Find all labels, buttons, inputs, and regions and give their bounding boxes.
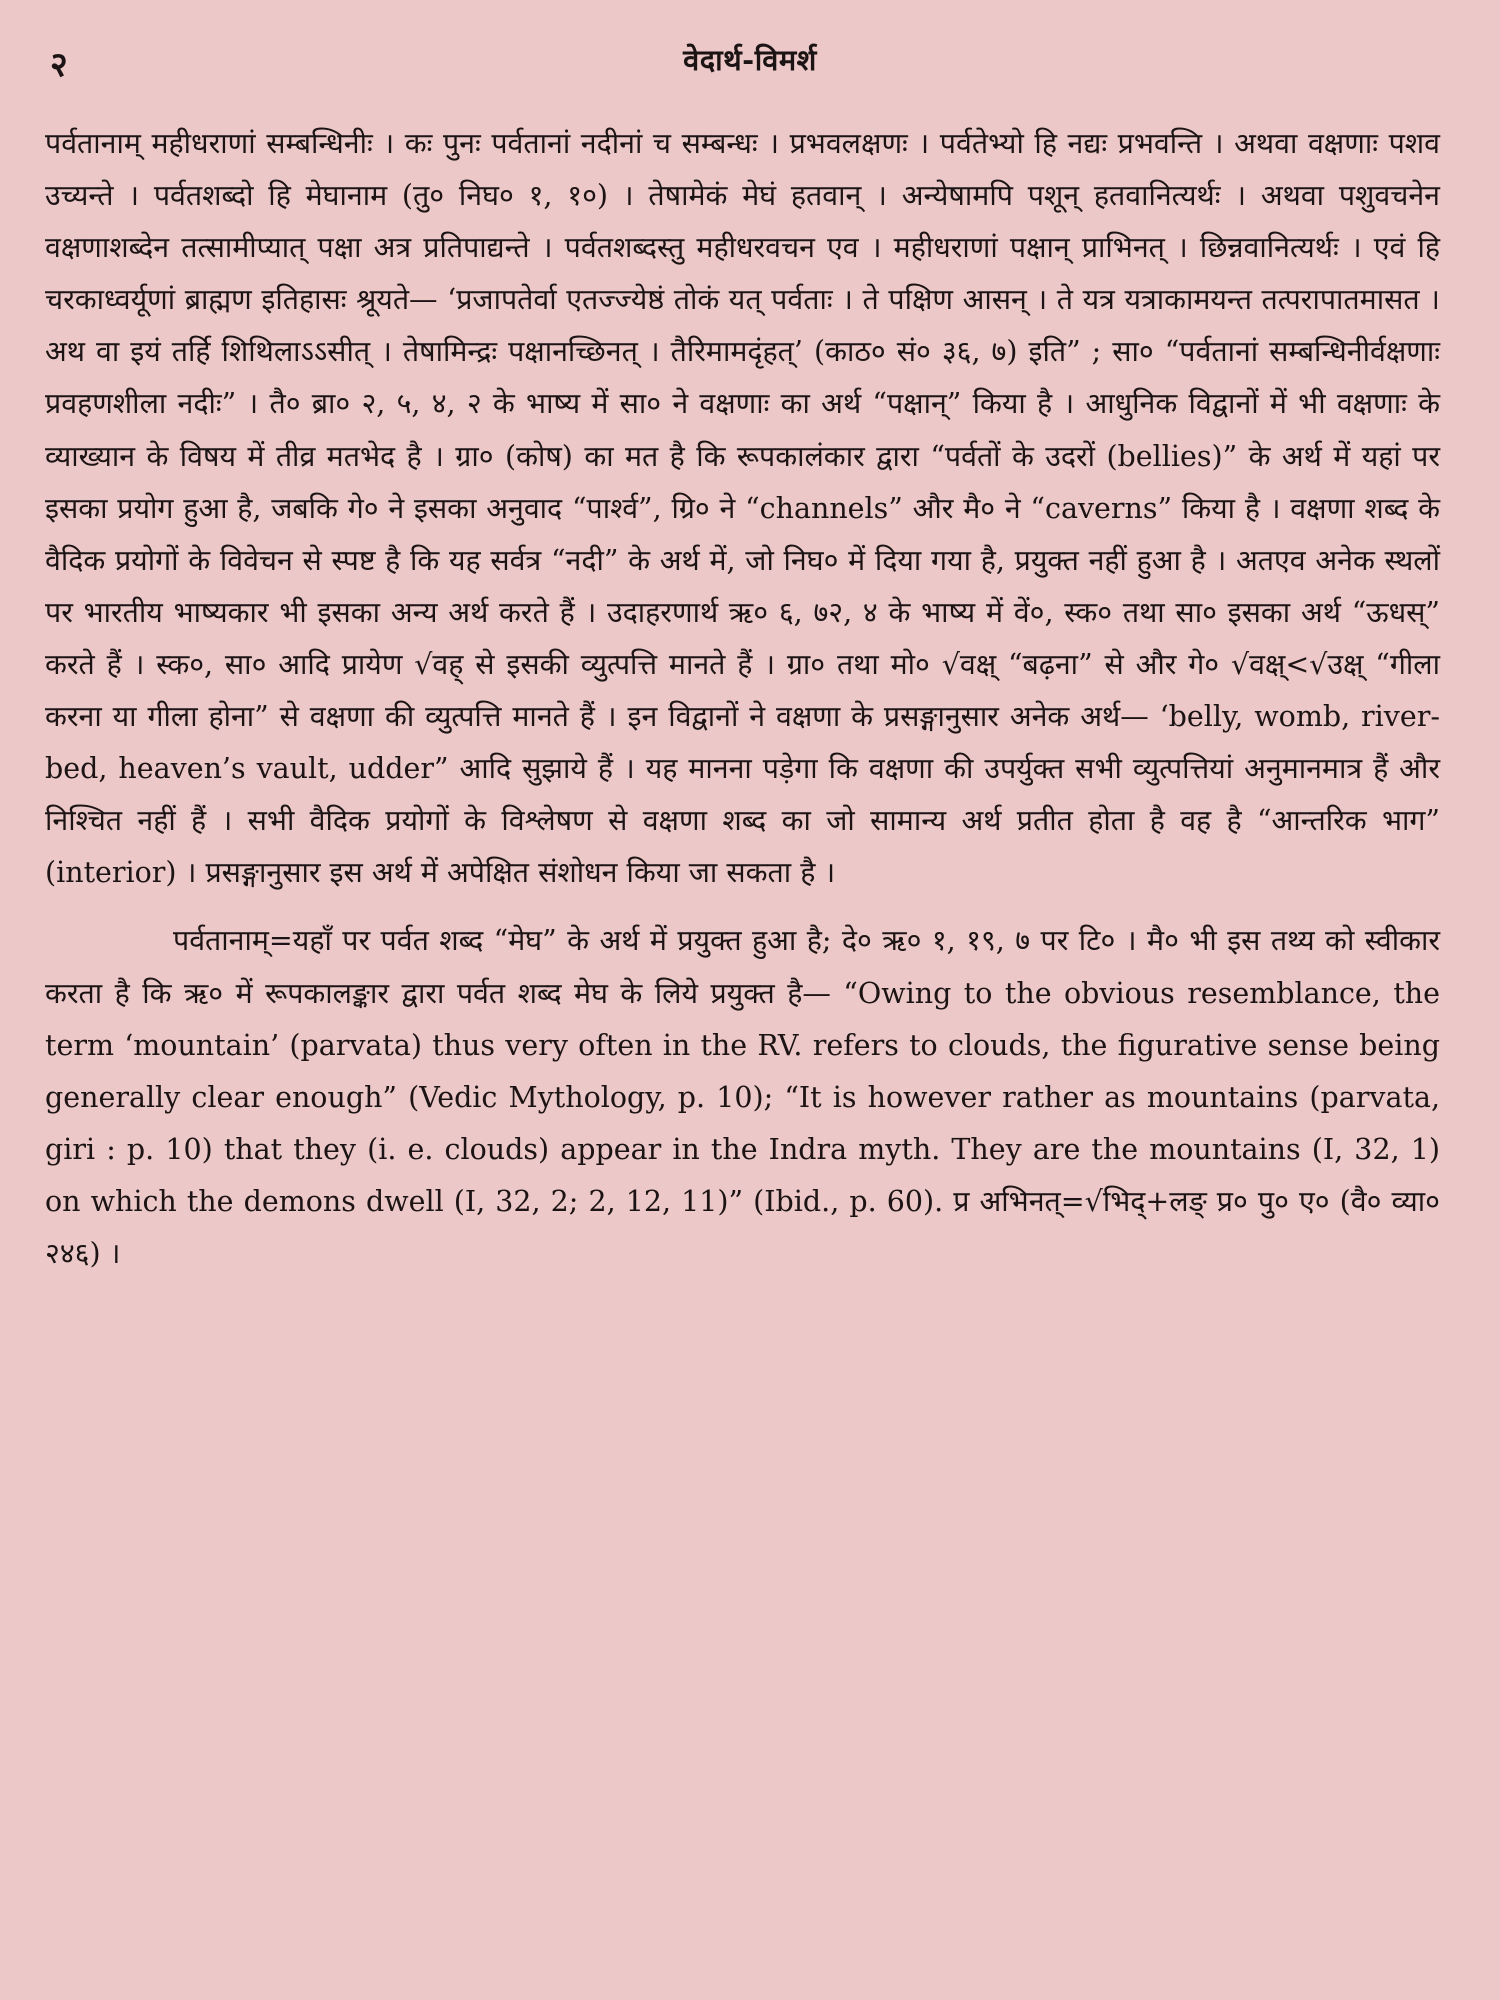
page-number: २ bbox=[50, 45, 68, 85]
commentary-paragraph: पर्वतानाम् महीधराणां सम्बन्धिनीः । कः पुनः पर्वतानां नदीनां च सम्बन्धः । प्रभवलक्षणः । पर्वतेभ्यो हि नद्यः प्रभवन्ति । अथवा वक्षणाः पशव उच्यन्ते । पर्वतशब्दो हि मेघानाम (तु० निघ० १, १०) । तेषामेकं मेघं हतवान् । अन्येषामपि पशून् हतवानित्यर्थः । अथवा पशुवचनेन वक्षणाशब्देन तत्सामीप्यात् पक्षा अत्र प्रतिपाद्यन्ते । पर्वतशब्दस्तु महीधरवचन एव । महीधराणां पक्षान् प्राभिनत् । छिन्नवानित्यर्थः । एवं हि चरकाध्वर्यूणां ब्राह्मण इतिहासः श्रूयते— ‘प्रजापतेर्वा एतज्ज्येष्ठं तोकं यत् पर्वताः । ते पक्षिण आसन् । ते यत्र यत्राकामयन्त तत्परापातमासत । अथ वा इयं तर्हि शिथिलाऽऽसीत् । तेषामिन्द्रः पक्षानच्छिनत् । तैरिमामदृंहत्’ (काठ० सं० ३६, ७) इति” ; सा० “पर्वतानां सम्बन्धिनीर्वक्षणाः प्रवहणशीला नदीः” । तै० ब्रा० २, ५, ४, २ के भाष्य में सा० ने वक्षणाः का अर्थ “पक्षान्” किया है । आधुनिक विद्वानों में भी वक्षणाः के व्याख्यान के विषय में तीव्र मतभेद है । ग्रा० (कोष) का मत है कि रूपकालंकार द्वारा “पर्वतों के उदरों (bellies)” के अर्थ में यहां पर इसका प्रयोग हुआ है, जबकि गे० ने इसका अनुवाद “पार्श्व”, ग्रि० ने “channels” और मै० ने “caverns” किया है । वक्षणा शब्द के वैदिक प्रयोगों के विवेचन से स्पष्ट है कि यह सर्वत्र “नदी” के अर्थ में, जो निघ० में दिया गया है, प्रयुक्त नहीं हुआ है । अतएव अनेक स्थलों पर भारतीय भाष्यकार भी इसका अन्य अर्थ करते हैं । उदाहरणार्थ ऋ० ६, ७२, ४ के भाष्य में वें०, स्क० तथा सा० इसका अर्थ “ऊधस्” करते हैं । स्क०, सा० आदि प्रायेण √वह् से इसकी व्युत्पत्ति मानते हैं । ग्रा० तथा मो० √वक्ष् “बढ़ना” से और गे० √वक्ष्<√उक्ष् “गीला करना या गीला होना” से वक्षणा की व्युत्पत्ति मानते हैं । इन विद्वानों ने वक्षणा के प्रसङ्गानुसार अनेक अर्थ— ‘belly, womb, river-bed, heaven’s vault, udder” आदि सुझाये हैं । यह मानना पड़ेगा कि वक्षणा की उपर्युक्त सभी व्युत्पत्तियां अनुमानमात्र हैं और निश्चित नहीं हैं । सभी वैदिक प्रयोगों के विश्लेषण से वक्षणा शब्द का जो सामान्य अर्थ प्रतीत होता है वह है “आन्तरिक भाग” (interior) । प्रसङ्गानुसार इस अर्थ में अपेक्षित संशोधन किया जा सकता है । bbox=[45, 127, 1440, 890]
body-text bbox=[45, 118, 1440, 1280]
page-header bbox=[50, 40, 1450, 85]
running-title: वेदार्थ-विमर्श bbox=[683, 43, 817, 77]
commentary-paragraph: पर्वतानाम्=यहाँ पर पर्वत शब्द “मेघ” के अर्थ में प्रयुक्त हुआ है; दे० ऋ० १, १९, ७ पर टि० । मै० भी इस तथ्य को स्वीकार करता है कि ऋ० में रूपकालङ्कार द्वारा पर्वत शब्द मेघ के लिये प्रयुक्त है— “Owing to the obvious resemblance, the term ‘mountain’ (parvata) thus very often in the RV. refers to clouds, the figurative sense being generally clear enough” (Vedic Mythology, p. 10); “It is however rather as mountains (parvata, giri : p. 10) that they (i. e. clouds) appear in the Indra myth. They are the mountains (I, 32, 1) on which the demons dwell (I, 32, 2; 2, 12, 11)” (Ibid., p. 60). प्र अभिनत्=√भिद्+लङ् प्र० पु० ए० (वै० व्या० २४६) । bbox=[45, 924, 1440, 1270]
